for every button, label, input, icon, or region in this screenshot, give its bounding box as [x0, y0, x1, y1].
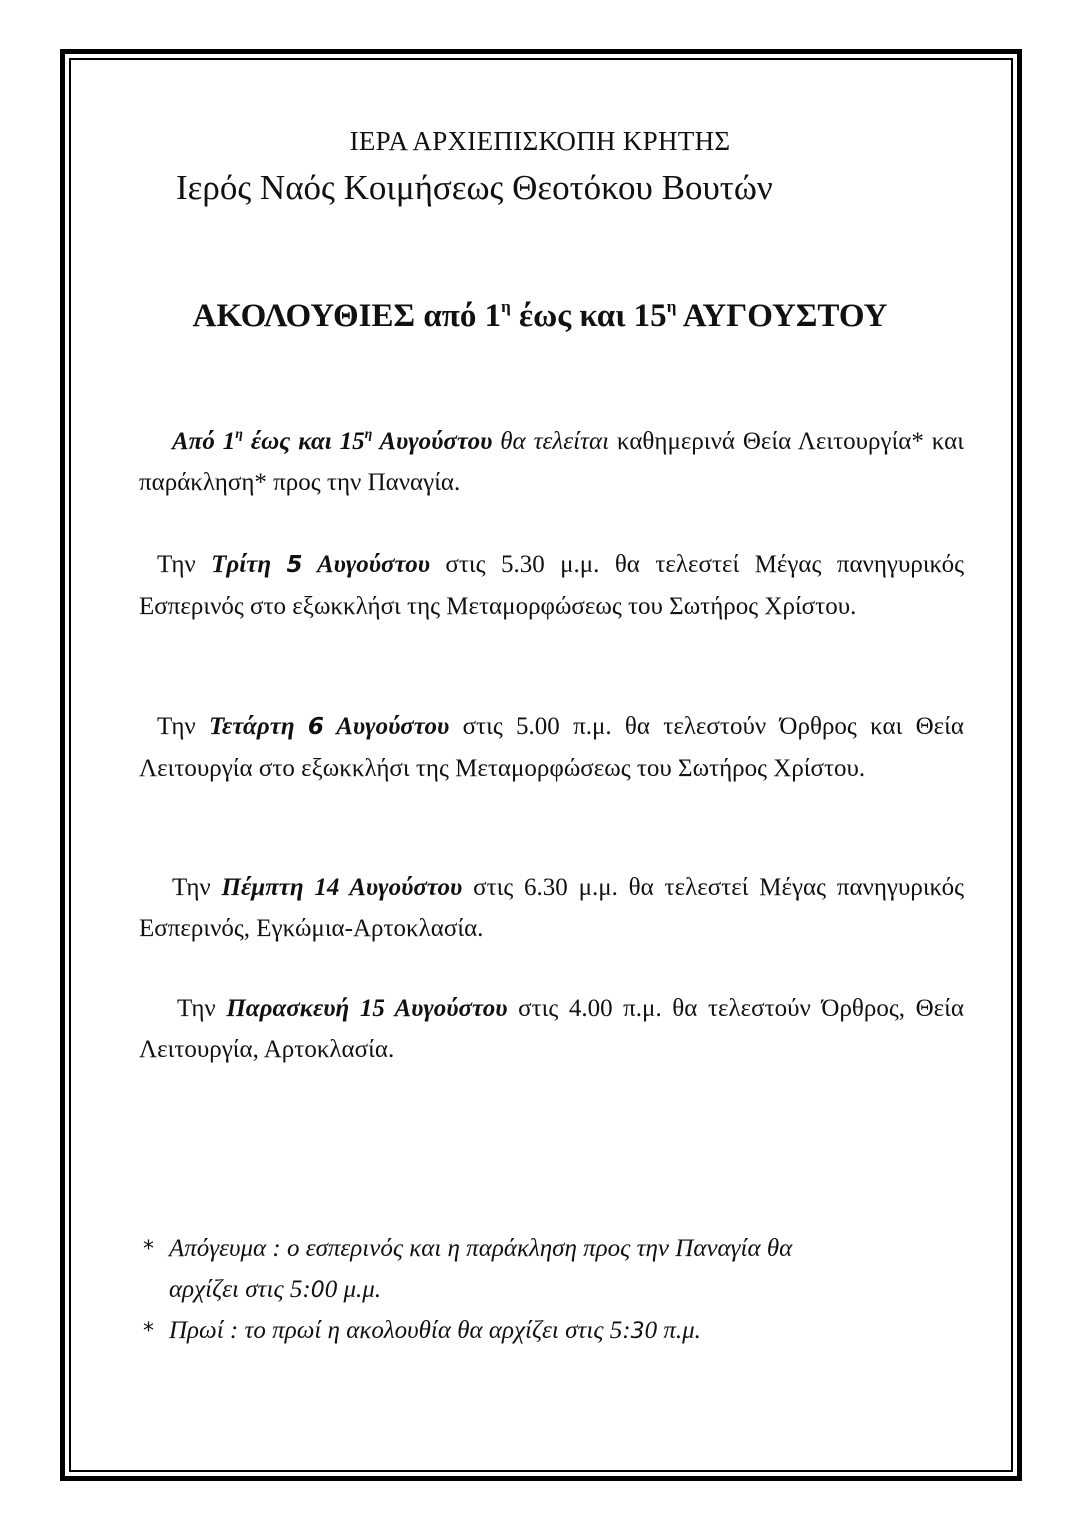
- footnote-text: αρχίζει στις 5:: [169, 1276, 311, 1303]
- schedule-paragraph-wednesday: [139, 706, 964, 789]
- footnote-text: Απόγευμα : ο εσπερινός και η παράκληση προς την Παναγία θα: [169, 1235, 793, 1262]
- paragraph-text: στις 6.30 μ.μ. θα τελεστεί Μέγας πανηγυρικός Εσπερινός, Εγκώμια-Αρτοκλασία.: [139, 874, 964, 942]
- paragraph-lead: Την: [177, 995, 227, 1022]
- title-ordinal: η: [666, 297, 677, 316]
- paragraph-text: στις 4.00 π.μ. θα τελεστούν Όρθρος, Θεία Λειτουργία, Αρτοκλασία.: [139, 995, 964, 1063]
- paragraph-lead: Την: [157, 551, 212, 578]
- bold-day: Τετάρτη: [209, 713, 308, 740]
- footnote-continuation: [143, 1270, 973, 1311]
- bold-day: Τρίτη: [211, 551, 287, 578]
- title-part: ΑΥΓΟΥΣΤΟΥ: [676, 298, 888, 334]
- ordinal: η: [364, 427, 373, 442]
- church-name-heading: Ιερός Ναός Κοιμήσεως Θεοτόκου Βουτών: [176, 168, 773, 207]
- bold-day-number: 5: [286, 552, 303, 578]
- schedule-paragraph-thursday: [139, 867, 964, 949]
- paragraph-text: καθημερινά Θεία Λειτουργία* και παράκληση* προς την Παναγία.: [139, 428, 965, 496]
- footnote-digit: 0: [310, 1278, 325, 1303]
- footnote-text: Πρωί : το πρωί η ακολουθία θα αρχίζει στις 5:: [169, 1317, 631, 1344]
- footnote-morning: [143, 1311, 973, 1352]
- paragraph-text: στις 5.30 μ.μ. θα τελεστεί Μέγας πανηγυρικός Εσπερινός στο εξωκκλήσι της Μεταμορφώσεως του Σωτήρος Χρίστου.: [139, 551, 964, 620]
- bold-day-number: 6: [307, 714, 324, 740]
- footnote-afternoon: [143, 1229, 973, 1311]
- document-title: [0, 298, 1080, 335]
- bold-date: Παρασκευή 15 Αυγούστου: [226, 995, 508, 1022]
- footnote-text: 0 μ.μ.: [324, 1276, 382, 1303]
- title-ordinal: η: [501, 297, 511, 316]
- archdiocese-heading: ΙΕΡΑ ΑΡΧΙΕΠΙΣΚΟΠΗ ΚΡΗΤΗΣ: [349, 126, 731, 156]
- paragraph-lead: Την: [172, 874, 222, 901]
- bold-date: Πέμπτη 14 Αυγούστου: [221, 874, 463, 901]
- schedule-paragraph-tuesday: [139, 544, 964, 627]
- bold-text: έως και 15: [242, 428, 365, 455]
- bold-text: Αυγούστου: [372, 428, 493, 455]
- schedule-paragraph-daily: [139, 421, 964, 503]
- footnote-text: 0 π.μ.: [644, 1317, 701, 1344]
- footnote-digit: 3: [630, 1319, 645, 1344]
- bold-month: Αυγούστου: [323, 713, 450, 740]
- title-part: έως και 15: [510, 298, 667, 334]
- italic-text: θα τελείται: [492, 428, 610, 455]
- bold-month: Αυγούστου: [302, 551, 430, 578]
- paragraph-lead: Την: [157, 713, 210, 740]
- schedule-paragraph-friday: [139, 988, 964, 1070]
- asterisk-icon: *: [143, 1319, 154, 1344]
- paragraph-text: στις 5.00 π.μ. θα τελεστούν Όρθρος και Θεία Λειτουργία στο εξωκκλήσι της Μεταμορφώσεως του Σωτήρος Χρίστου.: [139, 713, 964, 782]
- bold-text: Από 1: [172, 428, 236, 455]
- title-part: ΑΚΟΛΟΥΘΙΕΣ από 1: [192, 298, 502, 334]
- ordinal: η: [235, 427, 243, 442]
- asterisk-icon: *: [143, 1237, 154, 1262]
